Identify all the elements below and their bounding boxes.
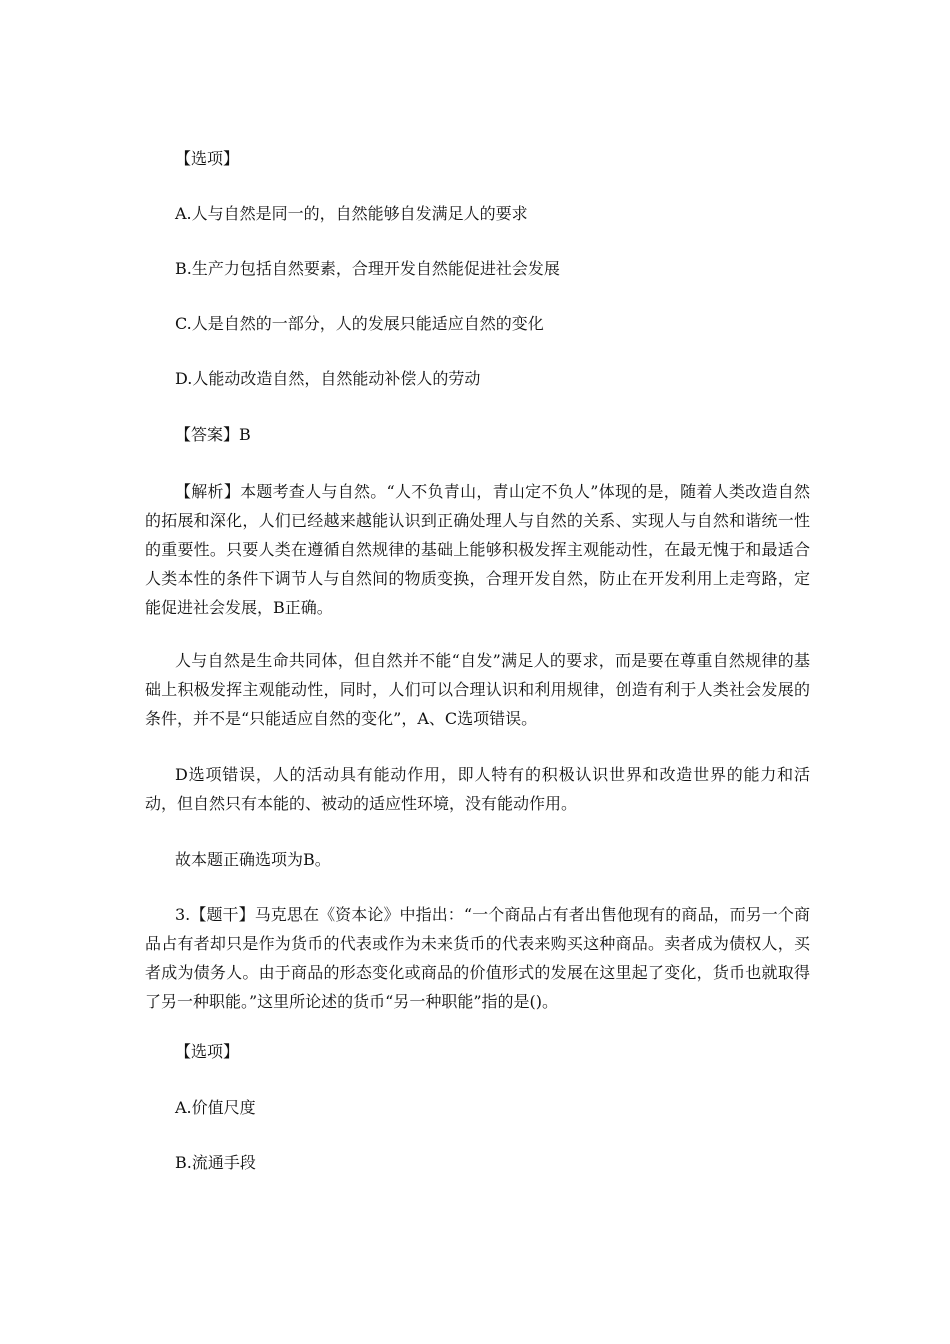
q2-options-heading: 【选项】	[175, 149, 240, 168]
q3-options-heading: 【选项】	[175, 1042, 240, 1061]
q2-answer: 【答案】B	[175, 425, 251, 444]
q2-conclusion: 故本题正确选项为B。	[175, 850, 331, 869]
q3-option-b: B.流通手段	[175, 1153, 256, 1172]
q3-option-a: A.价值尺度	[175, 1098, 256, 1117]
q3-stem: 3.【题干】马克思在《资本论》中指出：“一个商品占有者出售他现有的商品，而另一个商品占有者却只是作为货币的代表或作为未来货币的代表来购买这种商品。卖者成为债权人，买者成为债务人。由于商品的形态变化或商品的价值形式的发展在这里起了变化，货币也就取得了另一种职能。”这里所论述的货币“另一种职能”指的是()。	[145, 905, 810, 1011]
q2-analysis-paragraph: D选项错误，人的活动具有能动作用，即人特有的积极认识世界和改造世界的能力和活动，但自然只有本能的、被动的适应性环境，没有能动作用。	[145, 765, 810, 813]
q2-analysis-paragraph: 人与自然是生命共同体，但自然并不能“自发”满足人的要求，而是要在尊重自然规律的基础上积极发挥主观能动性，同时，人们可以合理认识和利用规律，创造有利于人类社会发展的条件，并不是“只能适应自然的变化”，A、C选项错误。	[145, 651, 810, 728]
q2-option-a: A.人与自然是同一的，自然能够自发满足人的要求	[175, 204, 528, 223]
q2-option-b: B.生产力包括自然要素，合理开发自然能促进社会发展	[175, 259, 560, 278]
q2-option-d: D.人能动改造自然，自然能动补偿人的劳动	[175, 369, 481, 388]
q2-analysis-paragraph: 【解析】本题考查人与自然。“人不负青山，青山定不负人”体现的是，随着人类改造自然的拓展和深化，人们已经越来越能认识到正确处理人与自然的关系、实现人与自然和谐统一性的重要性。只要人类在遵循自然规律的基础上能够积极发挥主观能动性，在最无愧于和最适合人类本性的条件下调节人与自然间的物质变换，合理开发自然，防止在开发利用上走弯路，定能促进社会发展，B正确。	[145, 482, 810, 617]
q2-option-c: C.人是自然的一部分，人的发展只能适应自然的变化	[175, 314, 544, 333]
